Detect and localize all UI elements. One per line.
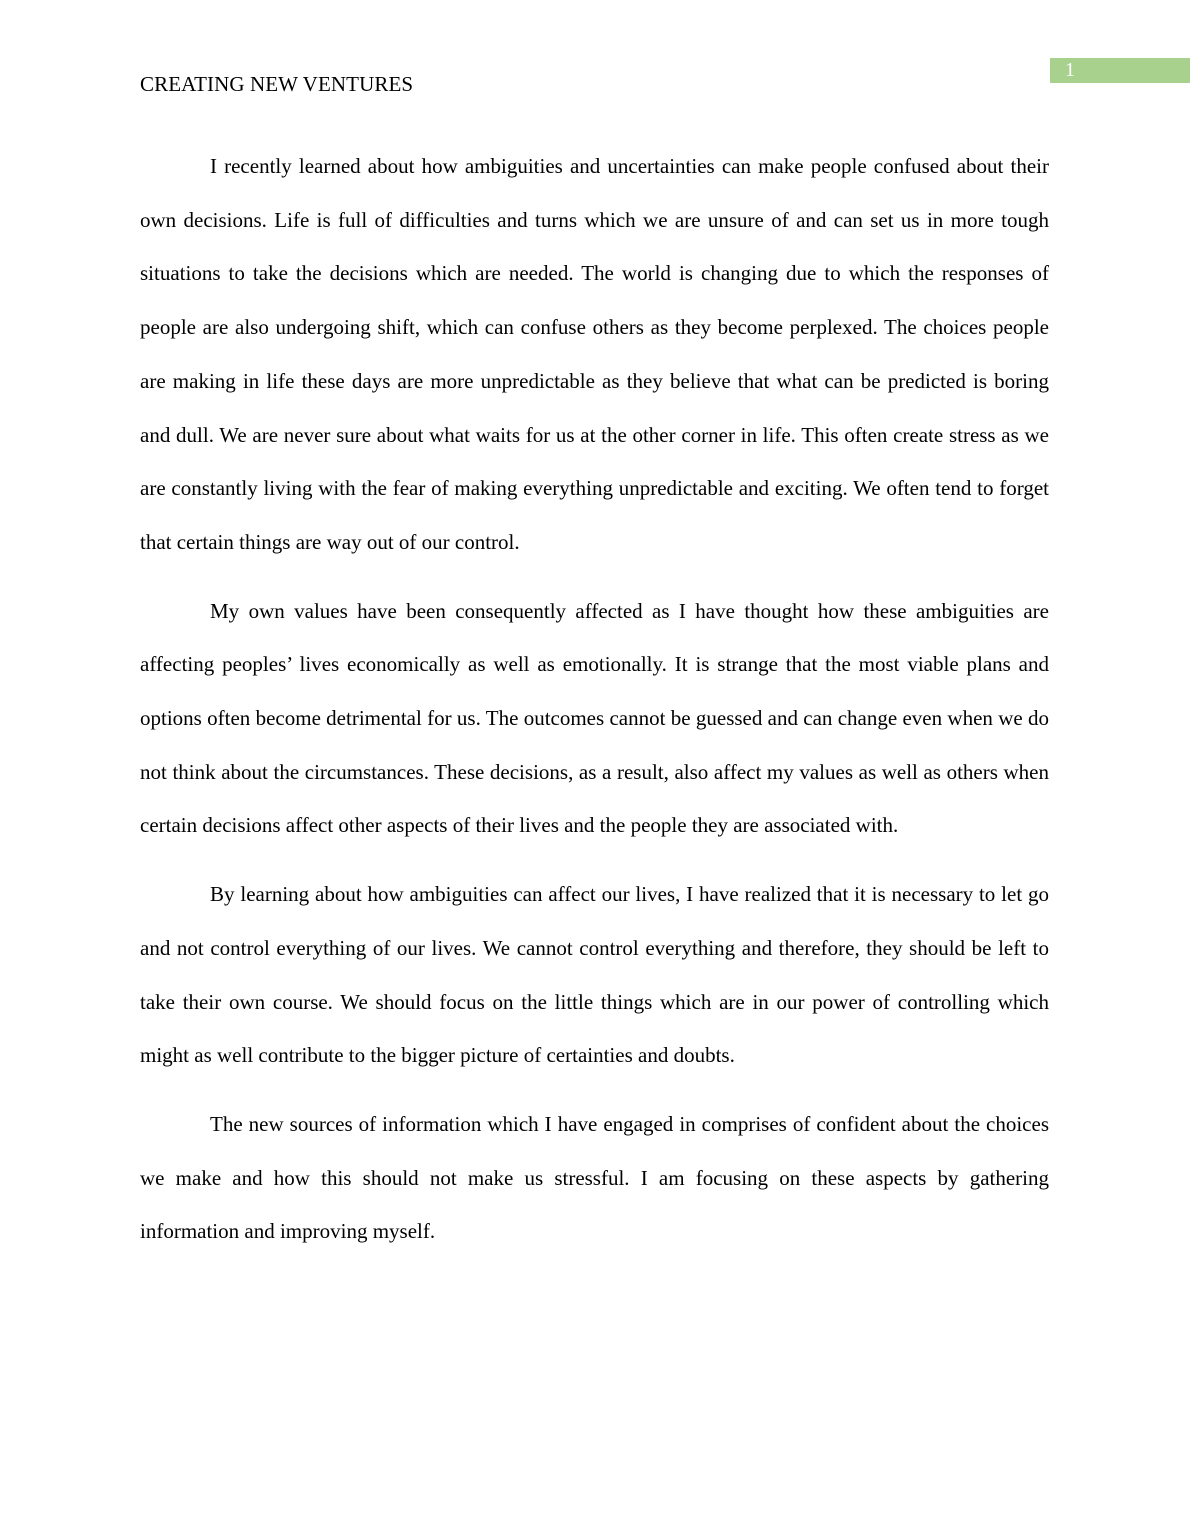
paragraph-1: I recently learned about how ambiguities and uncertainties can make people confused about their own decisions. Life is full of difficulties and turns which we are unsure of and can set us in more tough situations to take the decisions which are needed. The world is changing due to which the responses of people are also undergoing shift, which can confuse others as they become perplexed. The choices people are making in life these days are more unpredictable as they believe that what can be predicted is boring and dull. We are never sure about what waits for us at the other corner in life. This often create stress as we are constantly living with the fear of making everything unpredictable and exciting. We often tend to forget that certain things are way out of our control. [140, 154, 1049, 554]
paragraph-2: My own values have been consequently affected as I have thought how these ambiguities are affecting peoples’ lives economically as well as emotionally. It is strange that the most viable plans and options often become detrimental for us. The outcomes cannot be guessed and can change even when we do not think about the circumstances. These decisions, as a result, also affect my values as well as others when certain decisions affect other aspects of their lives and the people they are associated with. [140, 598, 1049, 838]
running-head: CREATING NEW VENTURES [140, 72, 414, 96]
paragraph-3: By learning about how ambiguities can affect our lives, I have realized that it is necessary to let go and not control everything of our lives. We cannot control everything and therefore, they should be left to take their own course. We should focus on the little things which are in our power of controlling which might as well contribute to the bigger picture of certainties and doubts. [140, 882, 1049, 1068]
page-number: 1 [1050, 58, 1190, 83]
document-body [140, 140, 1049, 1274]
paragraph-4: The new sources of information which I have engaged in comprises of confident about the choices we make and how this should not make us stressful. I am focusing on these aspects by gathering information and improving myself. [140, 1111, 1049, 1244]
